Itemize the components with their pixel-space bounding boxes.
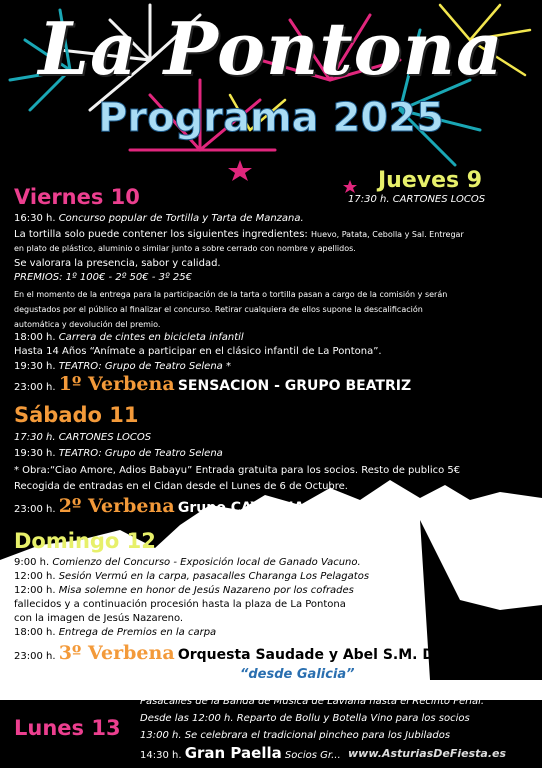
viernes-line-2 — [14, 229, 464, 241]
viernes-line-4: Se valorara la presencia, sabor y calidad. — [14, 258, 221, 269]
time: 12:00 h. — [14, 571, 56, 582]
domingo-line-3 — [14, 585, 354, 597]
time: 23:00 h. — [14, 382, 56, 393]
event: TEATRO: Grupo de Teatro Selena * — [58, 361, 231, 372]
sabado-line-2 — [14, 448, 223, 460]
time: 12:00 h. — [14, 585, 56, 596]
domingo-verbena-subtitle: “desde Galicia” — [240, 667, 355, 682]
time: 18:00 h. — [14, 627, 56, 638]
lunes-line-3: 13:00 h. Se celebrara el tradicional pincheo para los Jubilados — [140, 730, 451, 741]
time: 19:30 h. — [14, 361, 56, 372]
verbena-label: 1º Verbena — [58, 373, 175, 395]
viernes-line-9: Hasta 14 Años “Anímate a participar en el clásico infantil de La Pontona”. — [14, 346, 382, 357]
watermark: www.AsturiasDeFiesta.es — [348, 747, 507, 760]
viernes-note-2: degustados por el público al finalizar el concurso. Retirar cualquiera de ellos supone la descalificación — [14, 305, 423, 314]
sabado-line-1: 17:30 h. CARTONES LOCOS — [14, 432, 152, 443]
event: Entrega de Premios en la carpa — [58, 627, 217, 638]
jueves-heading: Jueves 9 — [378, 168, 483, 193]
event: Sesión Vermú en la carpa, pasacalles Charanga Los Pelagatos — [58, 571, 370, 582]
verbena-group: Grupo CAYENNA y Abel S.M. DJ — [177, 500, 420, 516]
verbena-group: SENSACION - GRUPO BEATRIZ — [177, 378, 412, 394]
viernes-premios: PREMIOS: 1º 100€ - 2º 50€ - 3º 25€ — [14, 272, 192, 283]
time: 23:00 h. — [14, 504, 56, 515]
domingo-line-1 — [14, 557, 361, 569]
time: 18:00 h. — [14, 332, 56, 343]
viernes-heading: Viernes 10 — [14, 185, 140, 209]
time: 16:30 h. — [14, 213, 56, 224]
verbena-label: 2º Verbena — [58, 495, 175, 517]
domingo-line-4: fallecidos y a continuación procesión hasta la plaza de La Pontona — [14, 599, 346, 610]
time: 14:30 h. — [140, 750, 182, 761]
domingo-line-2 — [14, 571, 369, 583]
lunes-line-1: Pasacalles de la Banda de Música de Laviana hasta el Recinto Ferial. — [140, 696, 485, 707]
sabado-heading: Sábado 11 — [14, 403, 139, 427]
event: Misa solemne en honor de Jesús Nazareno por los cofrades — [58, 585, 354, 596]
viernes-note-1: En el momento de la entrega para la participación de la tarta o tortilla pasan a cargo de la comisión y serán — [14, 290, 448, 299]
viernes-line-1 — [14, 213, 304, 225]
time: 23:00 h. — [14, 651, 56, 662]
event: TEATRO: Grupo de Teatro Selena — [58, 448, 223, 459]
poster-title: La Pontona — [38, 6, 504, 91]
verbena-label: 3º Verbena — [58, 642, 175, 664]
domingo-heading: Domingo 12 — [14, 529, 156, 553]
verbena-group: Orquesta Saudade y Abel S.M. DJ — [177, 647, 440, 663]
time: 19:30 h. — [14, 448, 56, 459]
sabado-verbena — [14, 494, 420, 522]
text: La tortilla solo puede contener los siguientes ingredientes: — [14, 229, 308, 240]
lunes-line-2: Desde las 12:00 h. Reparto de Bollu y Botella Vino para los socios — [140, 713, 470, 724]
sabado-line-3: * Obra:“Ciao Amore, Adios Babayu” Entrada gratuita para los socios. Resto de publico 5€ — [14, 465, 461, 476]
text-small: Huevo, Patata, Cebolla y Sal. Entregar — [310, 230, 464, 239]
poster-subtitle: Programa 2025 — [98, 95, 444, 141]
gran-paella-label: Gran Paella — [184, 744, 282, 762]
event: Comienzo del Concurso - Exposición local de Ganado Vacuno. — [52, 557, 361, 568]
event: Socios Gr... — [284, 750, 341, 761]
viernes-verbena — [14, 372, 411, 400]
lunes-line-4 — [140, 744, 341, 765]
viernes-line-8 — [14, 332, 244, 344]
sabado-line-4: Recogida de entradas en el Cidan desde el Lunes de 6 de Octubre. — [14, 481, 348, 492]
domingo-line-5: con la imagen de Jesús Nazareno. — [14, 613, 184, 624]
domingo-line-6 — [14, 627, 216, 639]
viernes-note-3: automática y devolución del premio. — [14, 320, 161, 329]
event: Carrera de cintes en bicicleta infantil — [58, 332, 244, 343]
viernes-line-3: en plato de plástico, aluminio o similar junto a sobre cerrado con nombre y apellidos. — [14, 244, 356, 253]
time: 9:00 h. — [14, 557, 50, 568]
event: Concurso popular de Tortilla y Tarta de Manzana. — [58, 213, 304, 224]
domingo-verbena — [14, 640, 439, 670]
jueves-event: 17:30 h. CARTONES LOCOS — [348, 194, 486, 205]
lunes-heading: Lunes 13 — [14, 716, 121, 740]
